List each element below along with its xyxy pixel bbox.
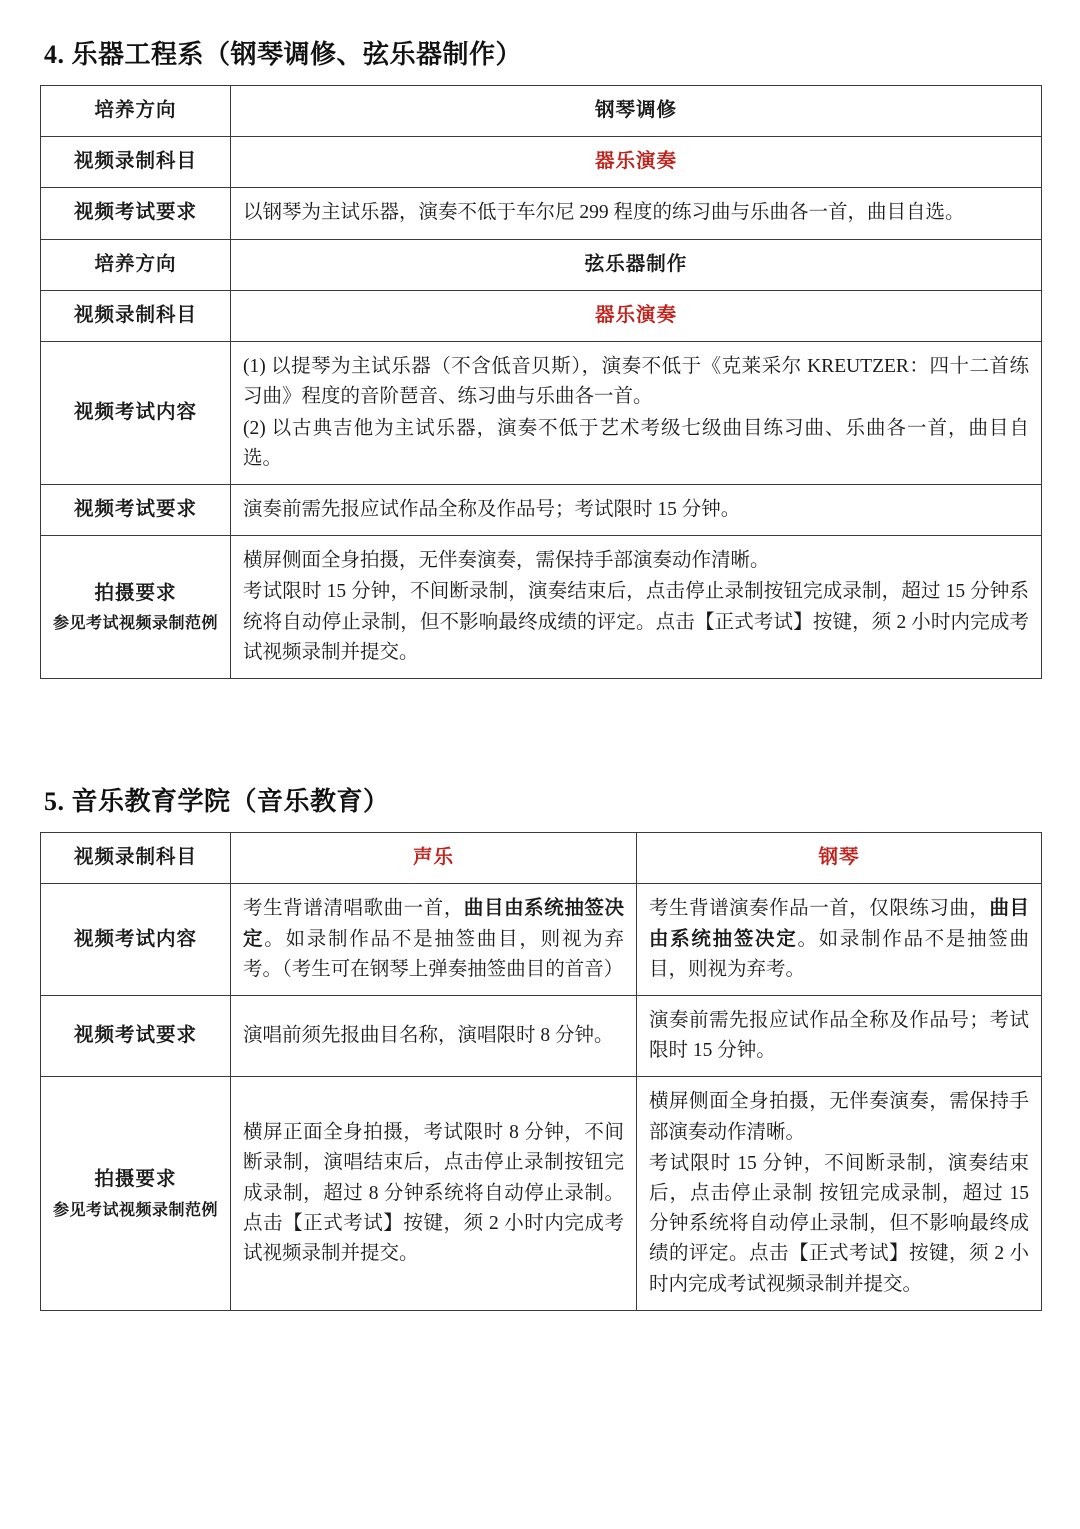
paragraph [649, 1087, 1029, 1147]
row-value: 弦乐器制作 [231, 239, 1042, 290]
emphasis-text: 曲目由系统抽签决定 [243, 898, 624, 950]
row-label: 视频考试内容 [41, 342, 231, 485]
row-value-vocal [231, 1077, 637, 1311]
paragraph [649, 1006, 1029, 1066]
row-value: 演奏前需先报应试作品全称及作品号；考试限时 15 分钟。 [231, 484, 1042, 535]
row-value: 以钢琴为主试乐器，演奏不低于车尔尼 299 程度的练习曲与乐曲各一首，曲目自选。 [231, 188, 1042, 239]
row-label: 视频考试要求 [41, 484, 231, 535]
header-col-vocal: 声乐 [231, 833, 637, 884]
paragraph: (2) 以古典吉他为主试乐器，演奏不低于艺术考级七级曲目练习曲、乐曲各一首，曲目自选。 [243, 417, 1029, 469]
emphasis-text: 曲目由系统抽签决定 [649, 898, 1029, 950]
row-label-sub: 参见考试视频录制范例 [53, 615, 219, 633]
section-title: 5. 音乐教育学院（音乐教育） [44, 787, 390, 817]
section-music-education [38, 781, 1042, 1311]
row-label-shooting [41, 536, 231, 679]
paragraph [649, 1149, 1029, 1300]
table-instrument-engineering [40, 85, 1042, 679]
row-value-vocal [231, 995, 637, 1076]
table-row [41, 290, 1042, 341]
table-row [41, 188, 1042, 239]
row-label: 视频录制科目 [41, 137, 231, 188]
header-label: 视频录制科目 [41, 833, 231, 884]
table-row [41, 1077, 1042, 1311]
paragraph [649, 894, 1029, 985]
text-run: 。如录制作品不是抽签曲目，则视为弃考。 [649, 928, 1029, 980]
row-label: 视频考试要求 [41, 188, 231, 239]
paragraph: (1) 以提琴为主试乐器（不含低音贝斯），演奏不低于《克莱采尔 KREUTZER：四十二首练习曲》程度的音阶琶音、练习曲与乐曲各一首。 [243, 356, 1029, 408]
section-title: 4. 乐器工程系（钢琴调修、弦乐器制作） [44, 40, 523, 69]
text-run: 演唱前须先报曲目名称，演唱限时 8 分钟。 [243, 1025, 614, 1047]
text-run: 演奏前需先报应试作品全称及作品号；考试限时 15 分钟。 [649, 1009, 1029, 1062]
text-run: 考生背谱演奏作品一首，仅限练习曲， [649, 898, 990, 920]
table-row [41, 239, 1042, 290]
row-value-lines [231, 536, 1042, 679]
table-row [41, 884, 1042, 996]
text-run: 。如录制作品不是抽签曲目，则视为弃考。（考生可在钢琴上弹奏抽签曲目的首音） [243, 928, 624, 980]
table-row [41, 484, 1042, 535]
row-label: 培养方向 [41, 86, 231, 137]
paragraph [243, 894, 624, 985]
paragraph [243, 1118, 624, 1269]
row-label-main: 拍摄要求 [94, 1169, 177, 1191]
table-music-education [40, 832, 1042, 1311]
row-label: 视频考试内容 [41, 884, 231, 996]
row-label-main: 拍摄要求 [94, 582, 177, 604]
row-value-piano [637, 1077, 1042, 1311]
row-value-highlight: 器乐演奏 [231, 290, 1042, 341]
row-label: 培养方向 [41, 239, 231, 290]
row-value-highlight: 器乐演奏 [231, 137, 1042, 188]
table-row [41, 86, 1042, 137]
row-label: 视频考试要求 [41, 995, 231, 1076]
text-run: 横屏正面全身拍摄，考试限时 8 分钟，不间断录制，演唱结束后，点击停止录制按钮完成录制，超过 8 分钟系统将自动停止录制。点击【正式考试】按键，须 2 小时内完成考试视频录制并提交。 [243, 1122, 624, 1264]
row-value-lines [231, 342, 1042, 485]
row-value-piano [637, 995, 1042, 1076]
row-label-shooting [41, 1077, 231, 1311]
paragraph: 考试限时 15 分钟，不间断录制，演奏结束后，点击停止录制按钮完成录制，超过 15 分钟系统将自动停止录制，但不影响最终成绩的评定。点击【正式考试】按键，须 2 小时内完成考试视频录制并提交。 [243, 581, 1029, 663]
section-divider [38, 683, 1042, 723]
table-header-row [41, 833, 1042, 884]
table-row [41, 137, 1042, 188]
row-label-sub: 参见考试视频录制范例 [53, 1201, 219, 1219]
table-row [41, 342, 1042, 485]
table-row [41, 995, 1042, 1076]
header-col-piano: 钢琴 [637, 833, 1042, 884]
row-value-piano [637, 884, 1042, 996]
row-value-vocal [231, 884, 637, 996]
paragraph [243, 1021, 624, 1051]
text-run: 考生背谱清唱歌曲一首， [243, 898, 464, 920]
row-value: 钢琴调修 [231, 86, 1042, 137]
row-label: 视频录制科目 [41, 290, 231, 341]
paragraph: 横屏侧面全身拍摄，无伴奏演奏，需保持手部演奏动作清晰。 [243, 550, 770, 572]
text-run: 横屏侧面全身拍摄，无伴奏演奏，需保持手部演奏动作清晰。 [649, 1091, 1029, 1143]
text-run: 考试限时 15 分钟，不间断录制，演奏结束后，点击停止录制 按钮完成录制，超过 15 分钟系统将自动停止录制，但不影响最终成绩的评定。点击【正式考试】按键，须 2 小时内完成考试视频录制并提交。 [649, 1152, 1029, 1295]
table-row [41, 536, 1042, 679]
section-instrument-engineering [38, 34, 1042, 679]
